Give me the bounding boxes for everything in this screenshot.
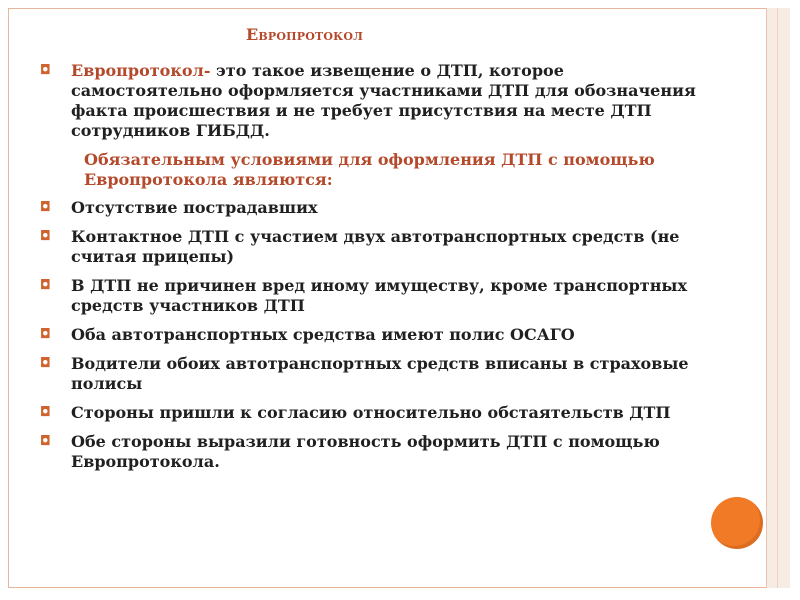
bullet-icon: ◘ — [40, 200, 51, 215]
bullet-icon: ◘ — [40, 356, 51, 371]
condition-item — [40, 403, 700, 423]
bullet-icon: ◘ — [40, 229, 51, 244]
condition-text: Водители обоих автотранспортных средств вписаны в страховые полисы — [71, 354, 689, 393]
slide-content — [40, 61, 700, 481]
bullet-icon: ◘ — [40, 327, 51, 342]
definition-item — [40, 61, 700, 141]
condition-item — [40, 198, 700, 218]
bullet-icon: ◘ — [40, 63, 51, 78]
condition-text: Контактное ДТП с участием двух автотранспортных средств (не считая прицепы) — [71, 227, 680, 266]
condition-text: Обе стороны выразили готовность оформить ДТП с помощью Европротокола. — [71, 432, 660, 471]
definition-text: это такое извещение о ДТП, которое самостоятельно оформляется участниками ДТП для обозначения факта происшествия и не требует присутствия на месте ДТП сотрудников ГИБДД. — [71, 61, 696, 140]
decorative-band-line — [777, 8, 778, 588]
condition-item — [40, 325, 700, 345]
condition-item — [40, 227, 700, 267]
condition-item — [40, 354, 700, 394]
condition-text: Отсутствие пострадавших — [71, 198, 318, 217]
condition-text: Оба автотранспортных средства имеют полис ОСАГО — [71, 325, 575, 344]
condition-item — [40, 432, 700, 472]
bullet-icon: ◘ — [40, 278, 51, 293]
bullet-icon: ◘ — [40, 434, 51, 449]
decorative-side-band — [766, 8, 790, 588]
condition-item — [40, 276, 700, 316]
condition-text: В ДТП не причинен вред иному имуществу, кроме транспортных средств участников ДТП — [71, 276, 687, 315]
conditions-heading: Обязательным условиями для оформления ДТП с помощью Европротокола являются: — [84, 150, 655, 189]
bullet-icon: ◘ — [40, 405, 51, 420]
definition-term: Европротокол- — [71, 61, 211, 80]
slide-title: Европротокол — [246, 25, 364, 44]
condition-text: Стороны пришли к согласию относительно обстаятельств ДТП — [71, 403, 671, 422]
decorative-orange-circle — [711, 497, 763, 549]
